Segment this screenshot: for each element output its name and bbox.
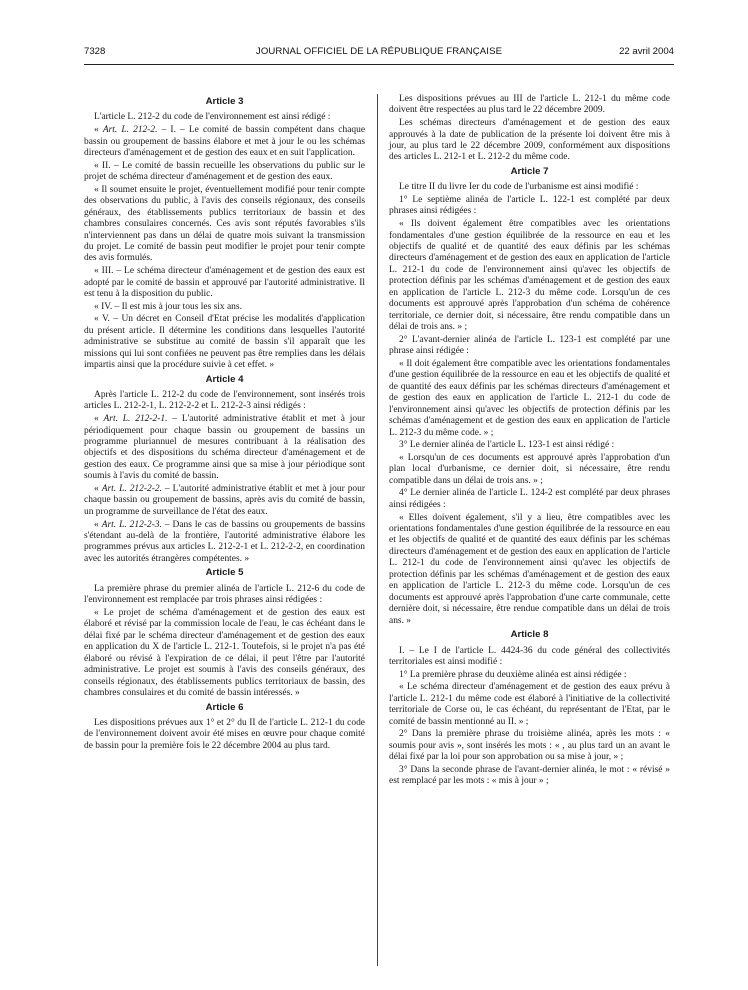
paragraph: Les schémas directeurs d'aménagement et de gestion des eaux approuvés à la date de publication de la présente loi doivent être mis à jour, au plus tard le 22 décembre 2009, conformément aux dispositions des articles L. 212-1 et L. 212-2 du même code. [389,118,670,163]
article-label: Art. L. 212-2-2. [101,484,162,494]
paragraph: Les dispositions prévues aux 1° et 2° du II de l'article L. 212-1 du code de l'environnement doivent avoir été mises en œuvre pour chaque comité de bassin pour la première fois le 22 décembre 2004 au plus tard. [84,717,365,751]
article-label: Art. L. 212-2-1. [103,414,168,425]
paragraph: I. – Le I de l'article L. 4424-36 du code général des collectivités territoriales est ainsi modifié : [389,645,670,667]
paragraph: « Art. L. 212-2-3. – Dans le cas de bassins ou groupements de bassins s'étendant au-delà de la frontière, l'autorité administrative élabore les programmes prévus aux articles L. 212-2-1 et L. 212-2-2, en coordination avec les autorités étrangères compétentes. » [84,519,366,564]
page-header [84,46,674,62]
page-number: 7328 [84,46,106,57]
paragraph: « Lorsqu'un de ces documents est approuvé après l'approbation d'un plan local d'urbanisme, ce dernier doit, si nécessaire, être rendu compatible dans un délai de trois ans. » ; [389,452,670,486]
paragraph: « Elles doivent également, s'il y a lieu, être compatibles avec les orientations fondamentales d'une gestion équilibrée de la ressource en eau et les objectifs de qualité et de quantité des eaux définis par les schémas directeurs d'aménagement et de gestion des eaux en application de l'article L. 212-1 du code de l'environnement ainsi qu'avec les objectifs de protection définis par les schémas d'aménagement et de gestion des eaux en application de l'article L. 212-3 du même code. Lorsqu'un de ces documents est approuvé après l'approbation d'une carte communale, cette dernière doit, si nécessaire, être rendue compatible dans un délai de trois ans. » [389,512,670,626]
paragraph: Les dispositions prévues au III de l'article L. 212-1 du même code doivent être respectées au plus tard le 22 décembre 2009. [389,94,670,116]
paragraph: Après l'article L. 212-2 du code de l'environnement, sont insérés trois articles L. 212-2-1, L. 212-2-2 et L. 212-2-3 ainsi rédigés : [84,390,365,412]
paragraph: 3° Le dernier alinéa de l'article L. 123-1 est ainsi rédigé : [399,440,615,451]
paragraph: « Le projet de schéma d'aménagement et de gestion des eaux est élaboré et révisé par la commission locale de l'eau, le cas échéant dans le délai fixé par le schéma directeur d'aménagement et de gestion des eaux en application du X de l'article L. 212-1. Toutefois, si le projet n'a pas été élaboré ou révisé à l'expiration de ce délai, il peut l'être par l'autorité administrative. Le projet est soumis à l'avis des conseils généraux, des conseils régionaux, des établissements publics territoriaux de bassin, des chambres consulaires et du comité de bassin intéressés. » [84,607,365,699]
article-6-heading: Article 6 [205,701,244,713]
paragraph: « V. – Un décret en Conseil d'Etat précise les modalités d'application du présent article. Il détermine les conditions dans lesquelles l'autorité administrative se substitue au comité de bassin s'il apparaît que les missions qui lui sont confiées ne peuvent pas être remplies dans les délais impartis ainsi que la procédure suivie à cet effet. » [84,314,365,371]
paragraph: « Ils doivent également être compatibles avec les orientations fondamentales d'une gestion équilibrée de la ressource en eau et les objectifs de qualité et de quantité des eaux définis par les schémas directeurs d'aménagement et de gestion des eaux en application de l'article L. 212-1 du code de l'environnement ainsi qu'avec les objectifs de protection définis par les schémas d'aménagement et de gestion des eaux en application de l'article L. 212-3 du même code. Lorsqu'un de ces documents est approuvé après l'approbation d'un schéma de cohérence territoriale, ce dernier doit, si nécessaire, être rendu compatible dans un délai de trois ans. » ; [389,219,670,333]
article-5-heading: Article 5 [205,567,244,579]
article-label: Art. L. 212-2-3. [101,519,162,530]
paragraph: « Art. L. 212-2-1. – L'autorité administrative établit et met à jour périodiquement pour chaque bassin ou groupement de bassins un programme pluriannuel de mesures contribuant à la réalisation des objectifs et des dispositions du schéma directeur d'aménagement et de gestion des eaux. Ce programme ainsi que sa mise à jour périodique sont soumis à l'avis du comité de bassin. [84,414,366,482]
paragraph: 1° La première phrase du deuxième alinéa est ainsi rédigée : [399,669,627,680]
paragraph: Le titre II du livre Ier du code de l'urbanisme est ainsi modifié : [399,182,639,193]
article-4-heading: Article 4 [205,373,244,385]
issue-date: 22 avril 2004 [619,46,674,57]
article-7-heading: Article 7 [510,165,549,177]
article-label: Art. L. 212-2. [102,125,158,136]
paragraph: « Il doit également être compatible avec les orientations fondamentales d'une gestion équilibrée de la ressource en eau et les objectifs de qualité et de quantité des eaux définis par les schémas directeurs d'aménagement et de gestion des eaux en application de l'article L. 212-1 du code de l'environnement ainsi qu'avec les objectifs de protection définis par les schémas d'aménagement et de gestion des eaux en application de l'article L. 212-3 du même code. » ; [389,358,670,438]
paragraph: 3° Dans la seconde phrase de l'avant-dernier alinéa, le mot : « révisé » est remplacé par les mots : « mis à jour » ; [389,764,670,787]
article-3-heading: Article 3 [205,96,244,107]
journal-title: JOURNAL OFFICIEL DE LA RÉPUBLIQUE FRANÇAISE [255,46,503,57]
paragraph: 4° Le dernier alinéa de l'article L. 124-2 est complété par deux phrases ainsi rédigées : [389,488,670,510]
column-divider [377,94,378,966]
paragraph: « II. – Le comité de bassin recueille les observations du public sur le projet de schéma directeur d'aménagement et de gestion des eaux. [84,160,365,183]
paragraph: « III. – Le schéma directeur d'aménagement et de gestion des eaux est adopté par le comité de bassin et approuvé par l'autorité administrative. Il est tenu à la disposition du public. [84,266,365,299]
paragraph: 2° Dans la première phrase du troisième alinéa, après les mots : « soumis pour avis », sont insérés les mots : « , au plus tard un an avant le délai fixé par la loi pour son approbation ou sa mise à jour, » ; [389,729,670,763]
paragraph: « Art. L. 212-2-2. – L'autorité administrative établit et met à jour pour chaque bassin ou groupement de bassins, après avis du comité de bassin, un programme de surveillance de l'état des eaux. [84,484,366,517]
paragraph: L'article L. 212-2 du code de l'environnement est ainsi rédigé : [94,112,331,123]
paragraph: « Art. L. 212-2. – I. – Le comité de bassin compétent dans chaque bassin ou groupement de bassins élabore et met à jour le ou les schémas directeurs d'aménagement et de gestion des eaux et en suit l'application. [84,125,366,158]
paragraph: « IV. – Il est mis à jour tous les six ans. [94,301,242,312]
paragraph: La première phrase du premier alinéa de l'article L. 212-6 du code de l'environnement est remplacée par trois phrases ainsi rédigées : [84,583,365,606]
left-column [84,94,365,754]
paragraph: « Il soumet ensuite le projet, éventuellement modifié pour tenir compte des observations du public, à l'avis des conseils régionaux, des conseils généraux, des établissements publics territoriaux de bassin et des chambres consulaires concernés. Ces avis sont réputés favorables s'ils n'interviennent pas dans un délai de quatre mois suivant la transmission du projet. Le comité de bassin peut modifier le projet pour tenir compte des avis formulés. [84,184,365,264]
paragraph: « Le schéma directeur d'aménagement et de gestion des eaux prévu à l'article L. 212-1 du même code est élaboré à l'initiative de la collectivité territoriale de Corse ou, le cas échéant, du représentant de l'Etat, par le comité de bassin mentionné au II. » ; [389,682,670,727]
header-rule [84,64,674,65]
right-column [389,94,670,789]
paragraph: 2° L'avant-dernier alinéa de l'article L. 123-1 est complété par une phrase ainsi rédigée : [389,334,670,357]
article-8-heading: Article 8 [510,629,549,641]
paragraph: 1° Le septième alinéa de l'article L. 122-1 est complété par deux phrases ainsi rédigées : [389,195,670,217]
